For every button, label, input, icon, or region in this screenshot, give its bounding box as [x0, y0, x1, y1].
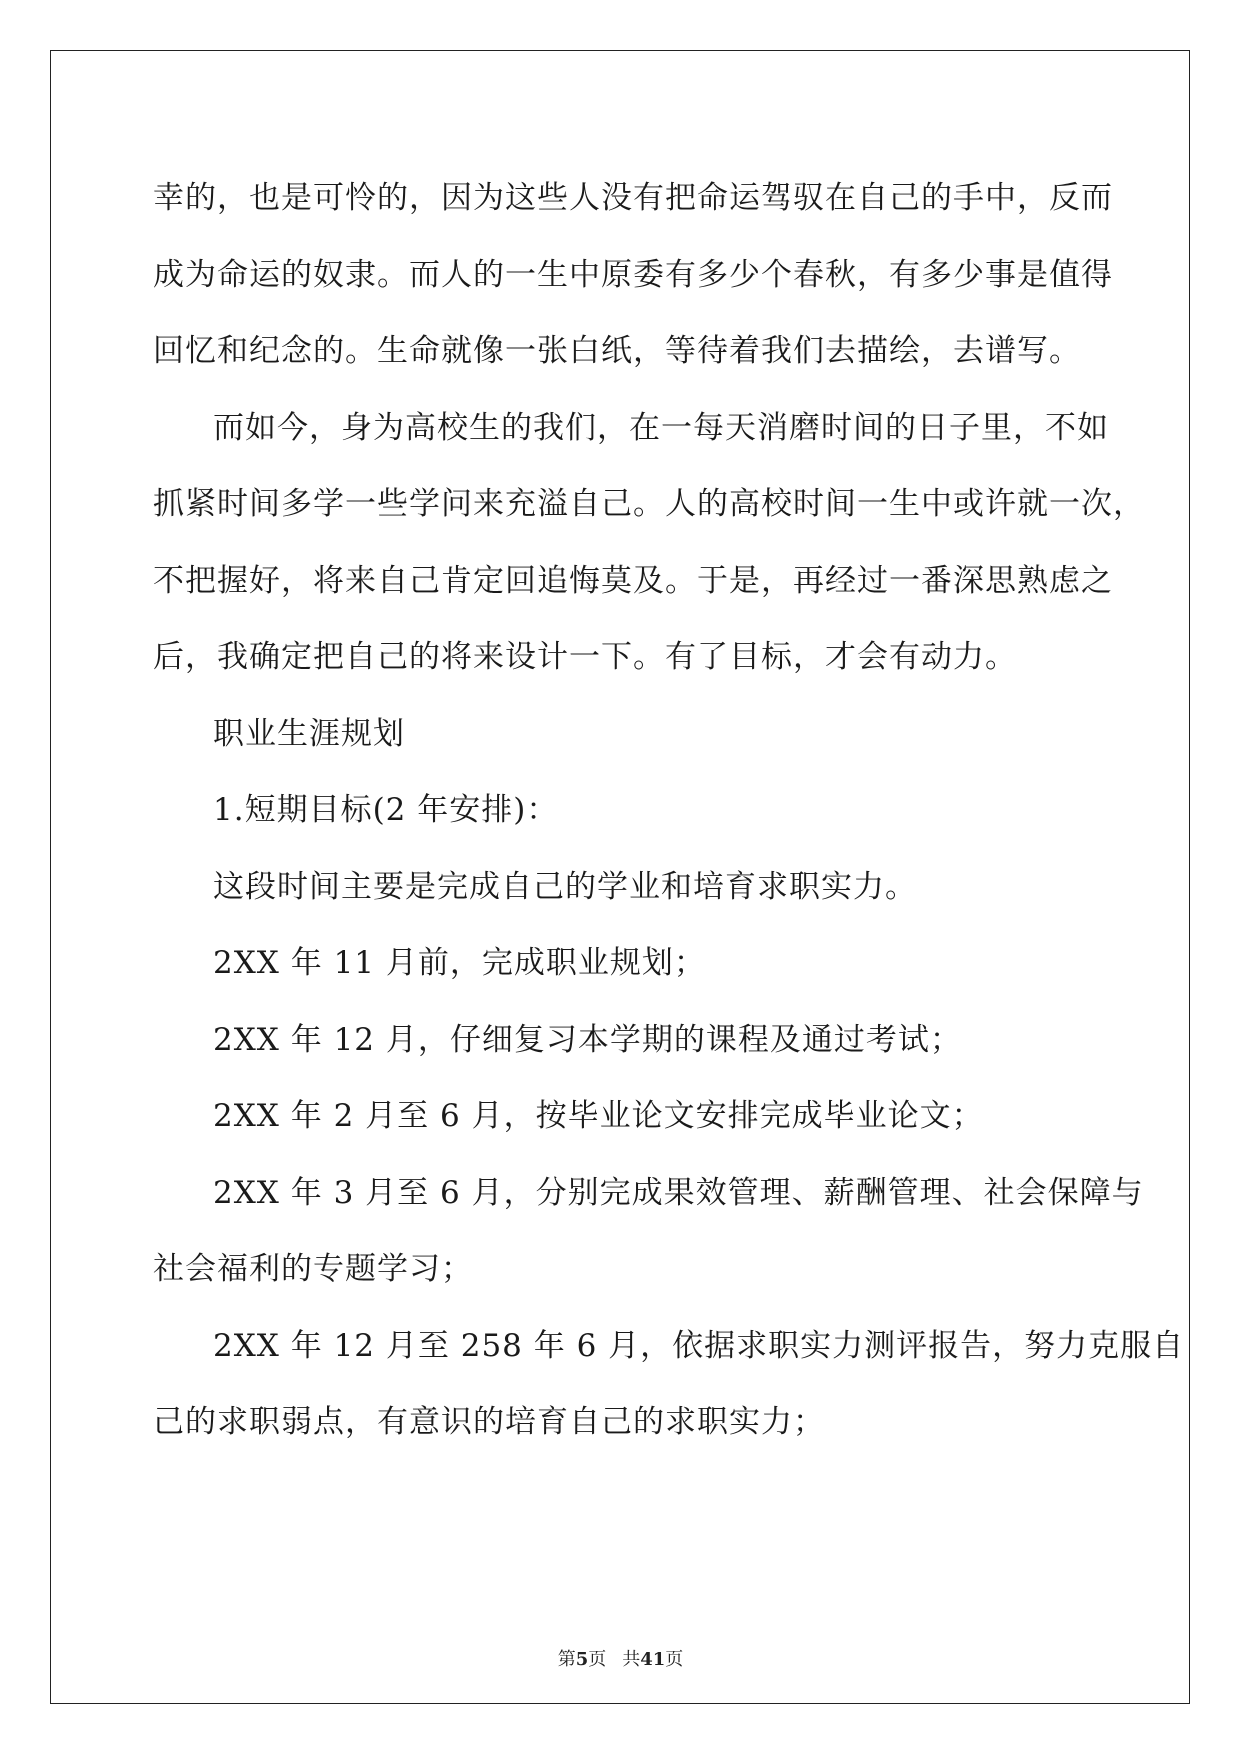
- total-prefix: 共: [622, 1649, 641, 1670]
- text-line-12: 2XX 年 12 月，仔细复习本学期的课程及通过考试；: [213, 1021, 962, 1058]
- text-line-16: 2XX 年 12 月至 258 年 6 月，依据求职实力测评报告，努力克服自: [213, 1327, 1185, 1364]
- page-suffix: 页: [588, 1649, 607, 1670]
- text-line-5: 抓紧时间多学一些学问来充溢自己。人的高校时间一生中或许就一次，: [153, 486, 1145, 522]
- section-heading: 职业生涯规划: [213, 715, 405, 752]
- text-line-1: 幸的，也是可怜的，因为这些人没有把命运驾驭在自己的手中，反而: [153, 180, 1113, 216]
- text-line-15: 社会福利的专题学习；: [153, 1251, 473, 1287]
- text-line-14: 2XX 年 3 月至 6 月，分别完成果效管理、薪酬管理、社会保障与: [213, 1174, 1144, 1211]
- text-line-13: 2XX 年 2 月至 6 月，按毕业论文安排完成毕业论文；: [213, 1098, 984, 1134]
- page-prefix: 第: [557, 1649, 576, 1670]
- total-suffix: 页: [665, 1649, 684, 1670]
- text-line-6: 不把握好，将来自己肯定回追悔莫及。于是，再经过一番深思熟虑之: [153, 562, 1113, 599]
- text-line-4: 而如今，身为高校生的我们，在一每天消磨时间的日子里，不如: [213, 409, 1109, 446]
- text-line-3: 回忆和纪念的。生命就像一张白纸，等待着我们去描绘，去谱写。: [153, 333, 1081, 369]
- page-footer: [0, 1645, 1241, 1671]
- text-line-7: 后，我确定把自己的将来设计一下。有了目标，才会有动力。: [153, 639, 1017, 675]
- text-line-17: 己的求职弱点，有意识的培育自己的求职实力；: [153, 1404, 825, 1440]
- text-line-11: 2XX 年 11 月前，完成职业规划；: [213, 945, 706, 981]
- text-line-2: 成为命运的奴隶。而人的一生中原委有多少个春秋，有多少事是值得: [153, 256, 1113, 293]
- subsection-heading: 1.短期目标(2 年安排)：: [213, 792, 559, 828]
- total-pages: 41: [640, 1649, 666, 1670]
- text-line-10: 这段时间主要是完成自己的学业和培育求职实力。: [213, 868, 917, 905]
- document-body: [153, 160, 1185, 1461]
- page-number: 5: [575, 1649, 589, 1670]
